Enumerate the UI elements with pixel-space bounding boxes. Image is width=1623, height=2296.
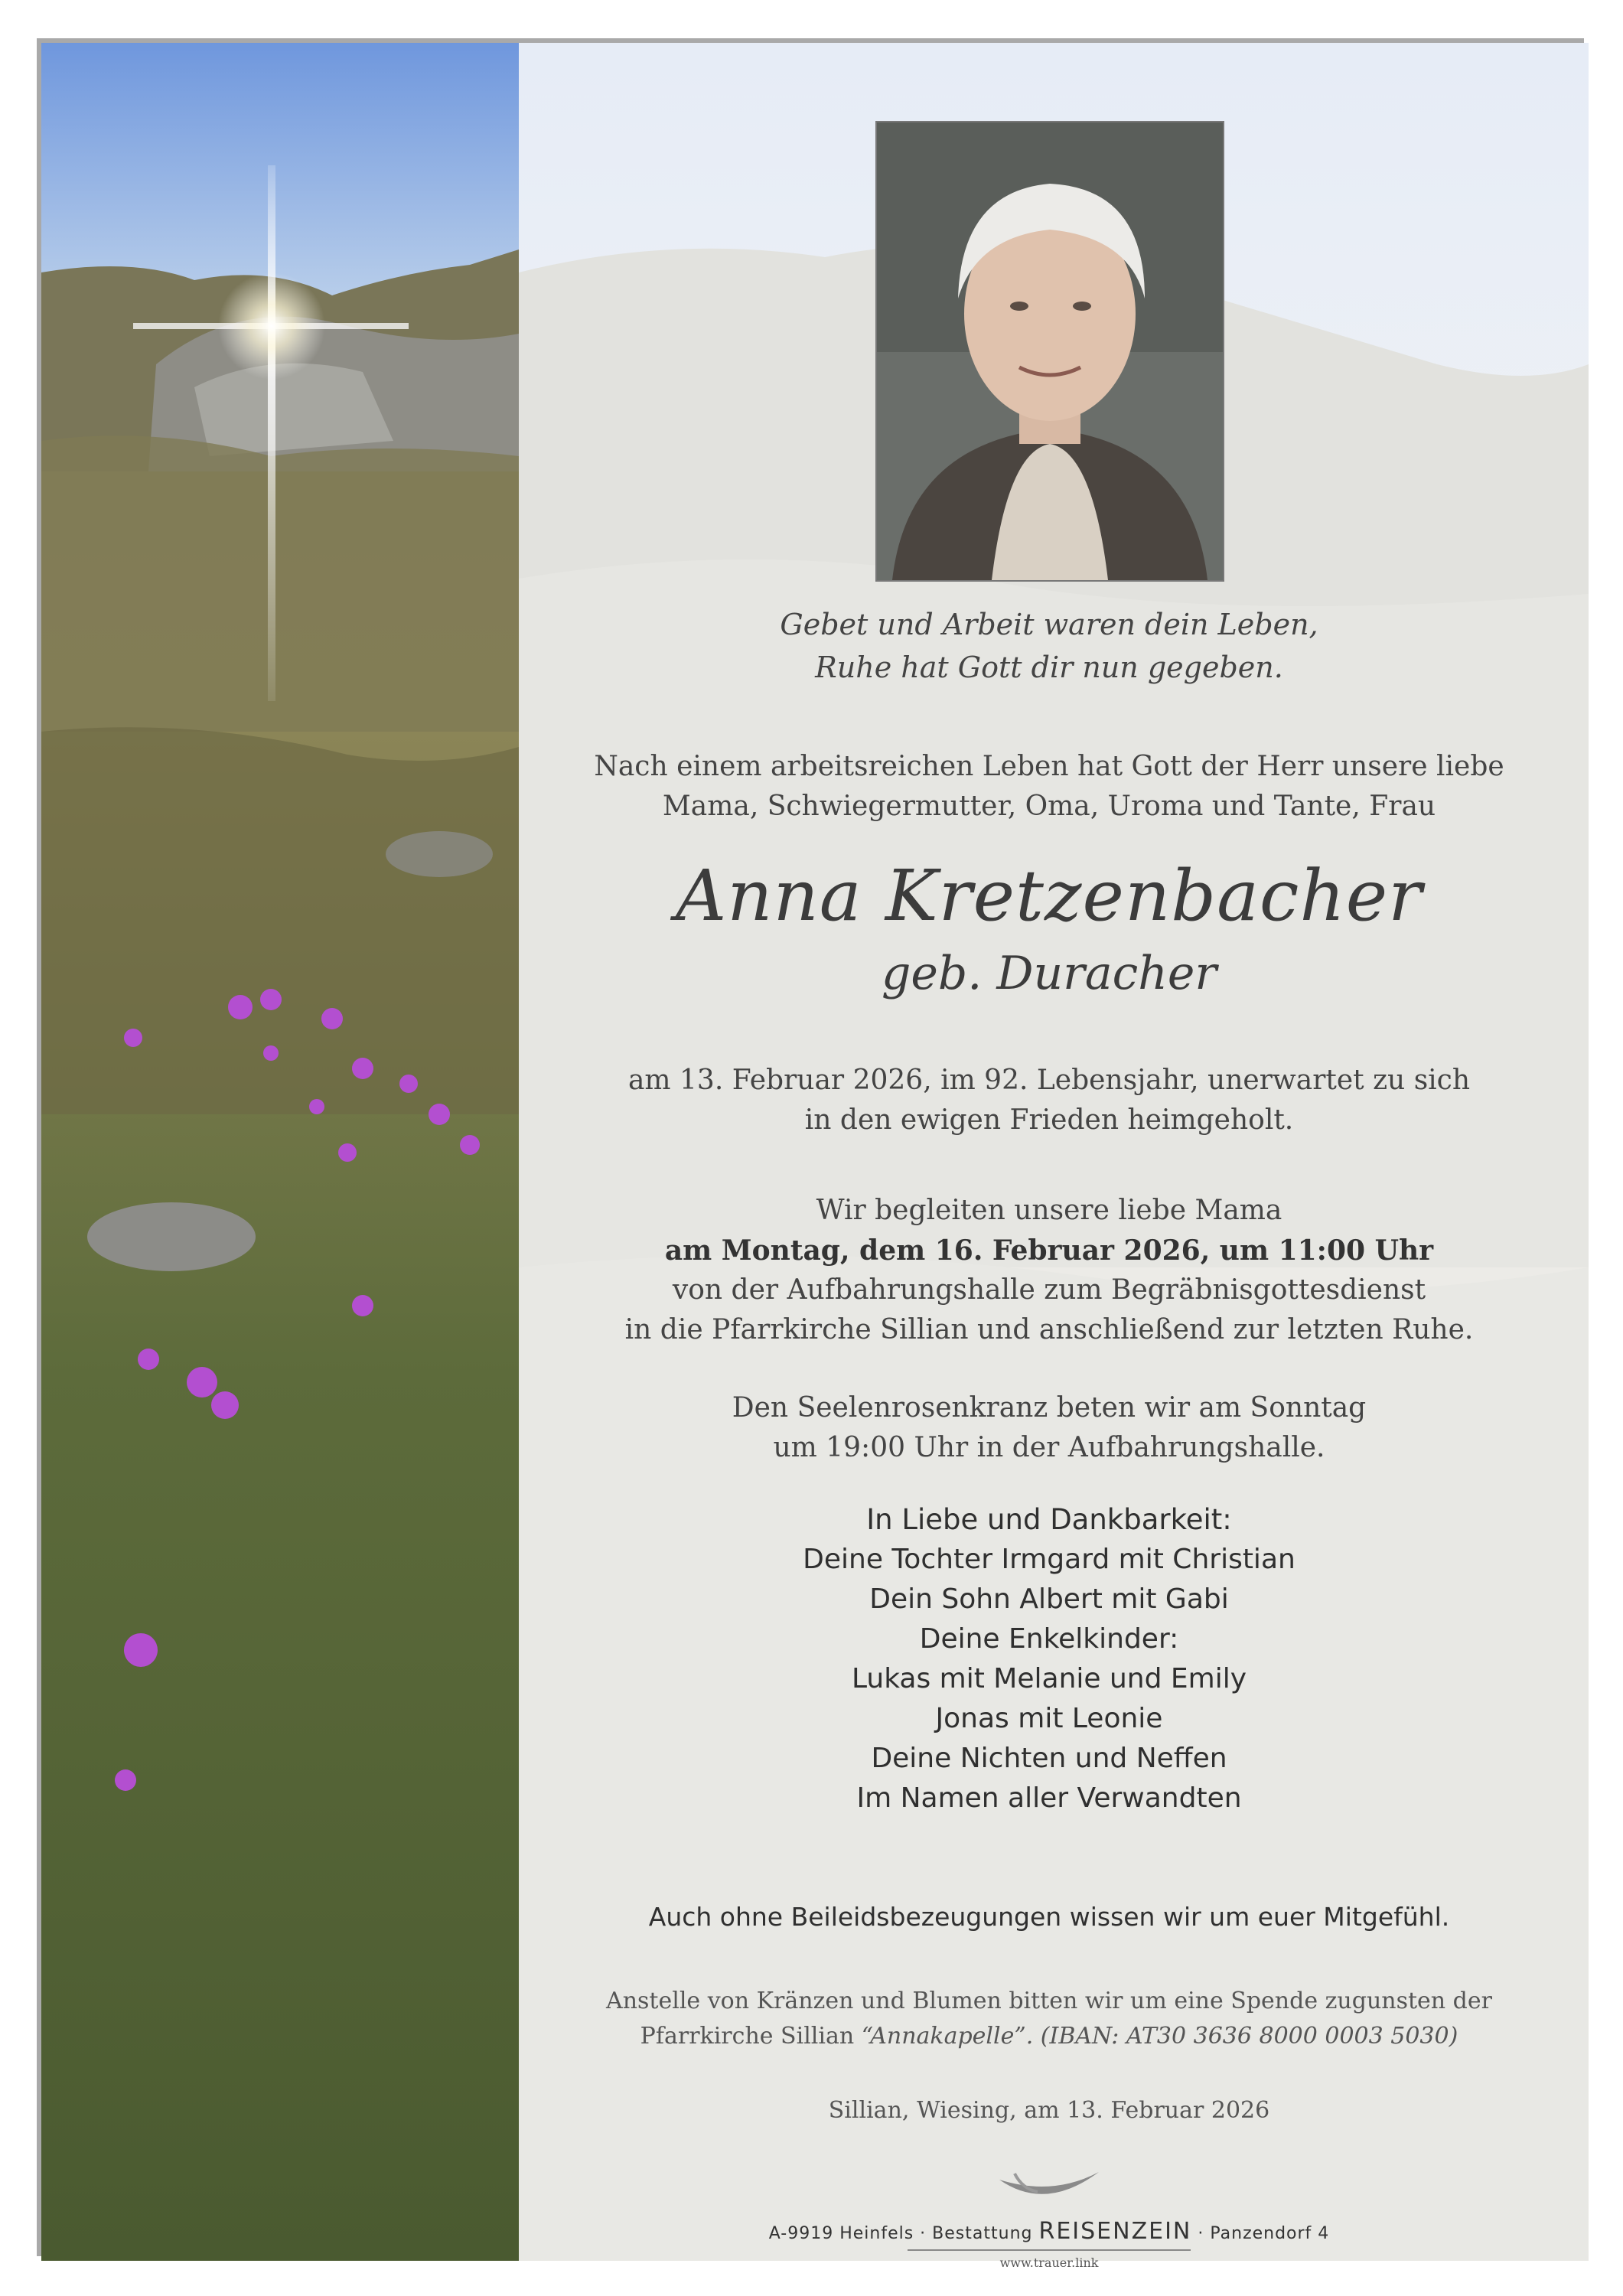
obituary-frame bbox=[37, 38, 1584, 2270]
rosary-line: Den Seelenrosenkranz beten wir am Sonntag bbox=[732, 1392, 1367, 1424]
mourners-heading: In Liebe und Dankbarkeit: bbox=[866, 1503, 1232, 1536]
undertaker-street: · Panzendorf 4 bbox=[1198, 2224, 1330, 2243]
memorial-verse bbox=[519, 603, 1579, 689]
swoosh-icon bbox=[992, 2166, 1106, 2212]
meadow-image bbox=[41, 43, 519, 2261]
meadow-photo bbox=[41, 43, 519, 2252]
death-line: in den ewigen Frieden heimgeholt. bbox=[804, 1104, 1294, 1136]
donation-recipient: Pfarrkirche Sillian bbox=[640, 2023, 862, 2050]
funeral-date: am Montag, dem 16. Februar 2026, um 11:00 Uhr bbox=[664, 1234, 1434, 1267]
mourner-entry: Deine Enkelkinder: bbox=[919, 1623, 1179, 1655]
donation-line: Anstelle von Kränzen und Blumen bitten wir um eine Spende zugunsten der bbox=[606, 1988, 1492, 2014]
condolence-note: Auch ohne Beileidsbezeugungen wissen wir um euer Mitgefühl. bbox=[648, 1902, 1450, 1932]
mourner-entry: Im Namen aller Verwandten bbox=[856, 1782, 1242, 1814]
announcement-intro bbox=[519, 747, 1579, 827]
rosary-details bbox=[519, 1388, 1579, 1468]
text-panel bbox=[519, 43, 1579, 2270]
funeral-details bbox=[519, 1191, 1579, 1350]
portrait-image bbox=[877, 122, 1223, 580]
undertaker-logo bbox=[519, 2166, 1579, 2270]
verse-line: Gebet und Arbeit waren dein Leben, bbox=[780, 608, 1318, 641]
undertaker-location: A-9919 Heinfels · bbox=[768, 2224, 927, 2243]
intro-line: Nach einem arbeitsreichen Leben hat Gott der Herr unsere liebe bbox=[594, 751, 1504, 782]
deceased-name: Anna Kretzenbacher bbox=[675, 855, 1423, 937]
undertaker-url: www.trauer.link bbox=[999, 2255, 1099, 2270]
funeral-line: Wir begleiten unsere liebe Mama bbox=[816, 1195, 1282, 1226]
rosary-line: um 19:00 Uhr in der Aufbahrungshalle. bbox=[773, 1432, 1325, 1463]
verse-line: Ruhe hat Gott dir nun gegeben. bbox=[815, 651, 1283, 684]
undertaker-address bbox=[519, 2218, 1579, 2245]
mourner-entry: Lukas mit Melanie und Emily bbox=[851, 1663, 1247, 1694]
portrait-photo bbox=[875, 121, 1224, 582]
funeral-line: von der Aufbahrungshalle zum Begräbnisgottesdienst bbox=[672, 1274, 1426, 1306]
iban-text: . (IBAN: AT30 3636 8000 0003 5030) bbox=[1025, 2023, 1458, 2050]
donation-request bbox=[519, 1984, 1579, 2054]
donation-line bbox=[519, 2019, 1579, 2054]
death-line: am 13. Februar 2026, im 92. Lebensjahr, unerwartet zu sich bbox=[627, 1065, 1471, 1096]
undertaker-brand: REISENZEIN bbox=[1038, 2218, 1192, 2245]
mourner-entry: Jonas mit Leonie bbox=[935, 1703, 1163, 1734]
mourner-entry: Dein Sohn Albert mit Gabi bbox=[869, 1583, 1229, 1615]
place-date: Sillian, Wiesing, am 13. Februar 2026 bbox=[828, 2097, 1270, 2124]
mourners-list bbox=[519, 1500, 1579, 1818]
maiden-name: geb. Duracher bbox=[881, 947, 1217, 1000]
undertaker-prefix: Bestattung bbox=[932, 2224, 1033, 2243]
death-notice bbox=[519, 1061, 1579, 1140]
funeral-line: in die Pfarrkirche Sillian und anschließend zur letzten Ruhe. bbox=[624, 1314, 1474, 1345]
intro-line: Mama, Schwiegermutter, Oma, Uroma und Tante, Frau bbox=[662, 791, 1436, 822]
logo-divider bbox=[908, 2249, 1191, 2251]
mourner-entry: Deine Nichten und Neffen bbox=[871, 1743, 1227, 1774]
chapel-name: “Annakapelle” bbox=[861, 2023, 1026, 2050]
obituary-content bbox=[519, 43, 1579, 2270]
mourner-entry: Deine Tochter Irmgard mit Christian bbox=[803, 1544, 1295, 1575]
